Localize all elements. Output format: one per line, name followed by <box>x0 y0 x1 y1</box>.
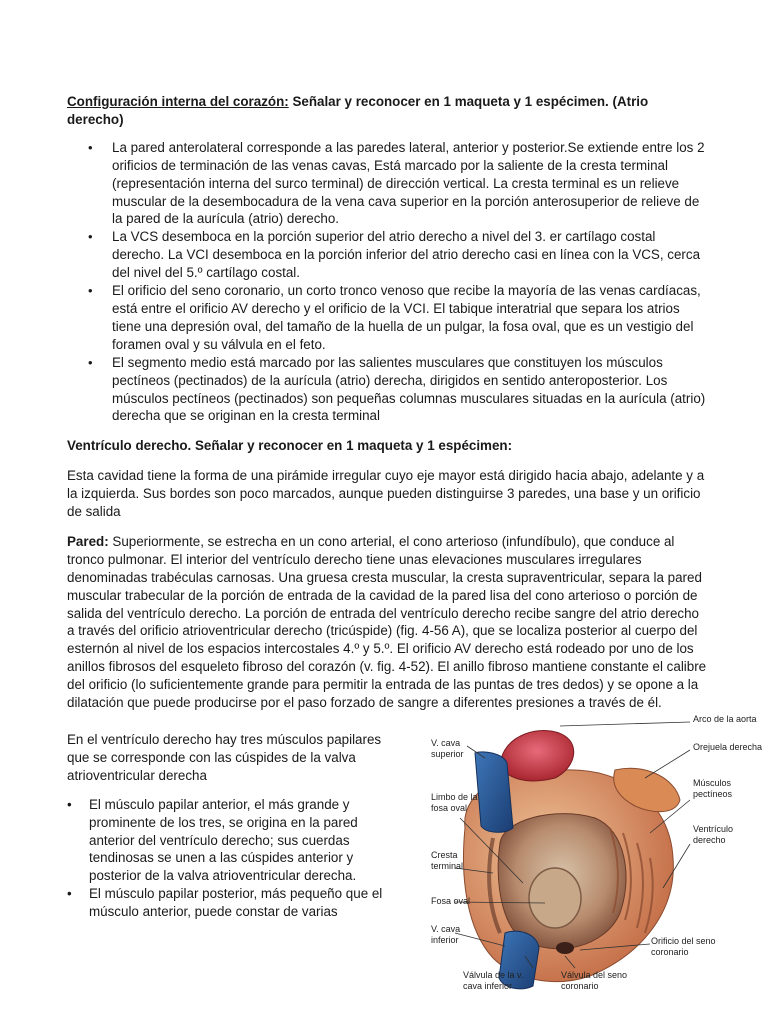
label-cresta-terminal: Cresta terminal <box>431 850 464 871</box>
section1-heading-rest: Señalar y reconocer en 1 maqueta y 1 espécimen. (Atrio derecho) <box>67 94 649 127</box>
pared-text: Superiormente, se estrecha en un cono arterial, el cono arterioso (infundíbulo), que conduce al tronco pulmonar. El interior del ventrículo derecho tiene unas elevaciones musculares irregulares denominadas trabéculas carnosas. Una gruesa cresta muscular, la cresta supraventricular, separa la pared muscular trabecular de la porción de entrada de la cavidad de la pared lisa del cono arterioso o porción de salida del ventrículo derecho. La porción de entrada del ventrículo derecho recibe sangre del atrio derecho a través del orificio atrioventricular derecho (tricúspide) (fig. 4-56 A), que se localiza posterior al cuerpo del esternón al nivel de los espacios intercostales 4.º y 5.º. El orificio AV derecho está rodeado por uno de los anillos fibrosos del esqueleto fibroso del corazón (v. fig. 4-52). El anillo fibroso mantiene constante el calibre del orificio (lo suficientemente grande para permitir la entrada de las puntas de tres dedos) y se opone a la dilatación que puede producirse por el paso forzado de sangre a diferentes presiones a través de él. <box>67 533 707 711</box>
list-item: • El músculo papilar posterior, más pequeño que el músculo anterior, puede constar de varias <box>89 885 397 921</box>
label-orejuela-derecha: Orejuela derecha <box>693 742 763 752</box>
list-item: • El segmento medio está marcado por las salientes musculares que constituyen los músculos pectíneos (pectinados) de la aurícula (atrio) derecha, dirigidos en sentido anteroposterior. Los músculos pectíneos (pectinados) son pequeñas columnas musculares situadas en la aurícula (atrio) derecha que se originan en la cresta terminal <box>112 354 707 426</box>
label-musculos-pectineos: Músculos pectíneos <box>693 778 733 799</box>
list-item: • La VCS desemboca en la porción superior del atrio derecho a nivel del 3. er cartílago costal derecho. La VCI desemboca en la porción inferior del atrio derecho casi en línea con la VCS, cerca del nivel del 5.º cartílago costal. <box>112 228 707 282</box>
heart-figure <box>405 708 763 998</box>
pared-label: Pared: <box>67 533 109 549</box>
label-vcava-inferior: V. cava inferior <box>431 924 461 945</box>
section1-heading-underlined: Configuración interna del corazón: <box>67 94 289 109</box>
list-item: • El orificio del seno coronario, un corto tronco venoso que recibe la mayoría de las venas cardíacas, está entre el orificio AV derecho y el orificio de la VCI. El tabique interatrial que separa los atrios tiene una depresión oval, del tamaño de la huella de un pulgar, la fosa oval, que es un vestigio del foramen oval y su válvula en el feto. <box>112 282 707 354</box>
label-limbo-fosa-oval: Limbo de la fosa oval <box>431 792 478 813</box>
aortic-arch <box>500 731 574 781</box>
papilares-intro: En el ventrículo derecho hay tres músculos papilares que se corresponde con las cúspides de la valva atrioventricular derecha <box>67 732 382 783</box>
document-body <box>67 93 707 712</box>
list-item: • El músculo papilar anterior, el más grande y prominente de los tres, se origina en la pared anterior del ventrículo derecho; sus cuerdas tendinosas se unen a las cúspides anterior y posterior de la valva atrioventricular derecha. <box>89 796 397 886</box>
section2-heading: Ventrículo derecho. Señalar y reconocer en 1 maqueta y 1 espécimen: <box>67 438 513 454</box>
section2-pared-paragraph <box>67 533 707 712</box>
label-valvula-seno: Válvula del seno coronario <box>561 970 628 991</box>
section2-intro: Esta cavidad tiene la forma de una pirámide irregular cuyo eje mayor está dirigido hacia abajo, adelante y a la izquierda. Sus bordes son poco marcados, aunque pueden distinguirse 3 paredes, una base y un orificio de salida <box>67 468 705 520</box>
list-item: • La pared anterolateral corresponde a las paredes lateral, anterior y posterior.Se extiende entre los 2 orificios de terminación de las venas cavas, Está marcado por la saliente de la cresta terminal (representación interna del surco terminal) de dirección vertical. La cresta terminal es un relieve muscular de la desembocadura de la vena cava superior en la porción anterosuperior de relieve de la pared de la aurícula (atrio) derecho. <box>112 139 707 229</box>
fossa-ovalis <box>529 868 581 928</box>
label-orificio-seno-coronario: Orificio del seno coronario <box>651 936 716 957</box>
papilares-bullet-list <box>67 796 397 921</box>
papilares-column <box>67 731 397 921</box>
label-vcava-superior: V. cava superior <box>431 738 464 759</box>
label-fosa-oval: Fosa oval <box>431 896 471 906</box>
label-ventriculo-derecho: Ventrículo derecho <box>693 824 734 845</box>
section1-bullet-list <box>67 139 707 426</box>
coronary-sinus-opening <box>556 942 574 954</box>
label-valvula-vci: Válvula de la v. cava inferior <box>463 970 524 991</box>
label-arco-aorta: Arco de la aorta <box>693 714 757 724</box>
section1-heading <box>67 93 707 129</box>
